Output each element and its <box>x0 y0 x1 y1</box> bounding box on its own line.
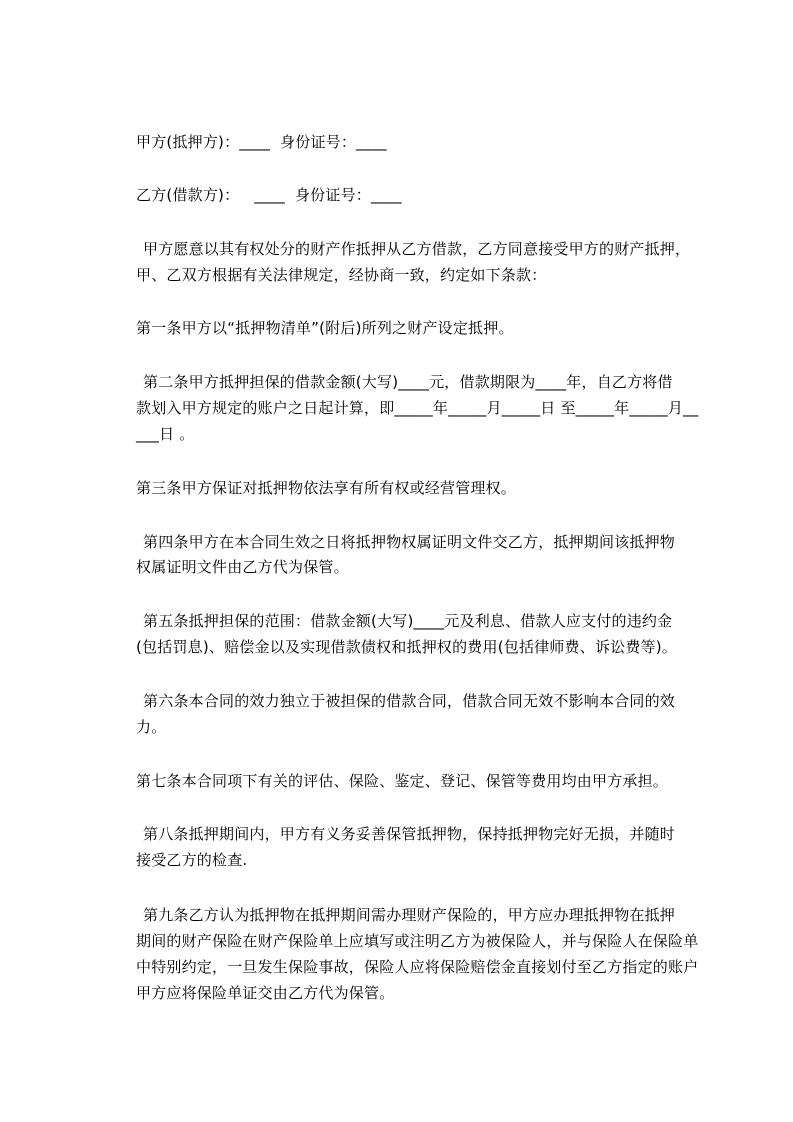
article-7-line: 第七条本合同项下有关的评估、保险、鉴定、登记、保管等费用均由甲方承担。 <box>136 772 669 790</box>
article-2-line: 款划入甲方规定的账户之日起计算，即_____年_____月_____日 至_____年_____月__ <box>136 399 699 417</box>
article-2-line: ___日 。 <box>136 425 195 443</box>
article-4-line: 第四条甲方在本合同生效之日将抵押物权属证明文件交乙方，抵押期间该抵押物 <box>143 533 676 551</box>
article-9-line: 中特别约定，一旦发生保险事故，保险人应将保险赔偿金直接划付至乙方指定的账户 <box>136 958 699 976</box>
preamble-line: 甲、乙双方根据有关法律规定，经协商一致，约定如下条款： <box>136 266 547 284</box>
article-3-line: 第三条甲方保证对抵押物依法享有所有权或经营管理权。 <box>136 479 517 497</box>
article-9-line: 甲方应将保险单证交由乙方代为保管。 <box>136 984 395 1002</box>
article-8-line: 接受乙方的检查. <box>136 851 248 869</box>
article-1-line: 第一条甲方以“抵押物清单”(附后)所列之财产设定抵押。 <box>136 319 514 337</box>
article-9-line: 期间的财产保险在财产保险单上应填写或注明乙方为被保险人，并与保险人在保险单 <box>136 932 699 950</box>
preamble-line: 甲方愿意以其有权处分的财产作抵押从乙方借款，乙方同意接受甲方的财产抵押， <box>143 240 691 258</box>
party-a-line: 甲方(抵押方)：____ 身份证号：____ <box>136 133 387 151</box>
article-8-line: 第八条抵押期间内，甲方有义务妥善保管抵押物，保持抵押物完好无损，并随时 <box>143 825 676 843</box>
article-5-line: (包括罚息)、赔偿金以及实现借款债权和抵押权的费用(包括律师费、诉讼费等)。 <box>136 638 678 656</box>
article-4-line: 权属证明文件由乙方代为保管。 <box>136 558 349 576</box>
party-b-line: 乙方(借款方)： ____ 身份证号：____ <box>136 186 402 204</box>
article-5-line: 第五条抵押担保的范围：借款金额(大写)____元及利息、借款人应支付的违约金 <box>143 612 673 630</box>
article-6-line: 力。 <box>136 718 167 736</box>
article-9-line: 第九条乙方认为抵押物在抵押期间需办理财产保险的，甲方应办理抵押物在抵押 <box>143 906 676 924</box>
article-2-line: 第二条甲方抵押担保的借款金额(大写)____元，借款期限为____年，自乙方将借 <box>143 373 673 391</box>
article-6-line: 第六条本合同的效力独立于被担保的借款合同，借款合同无效不影响本合同的效 <box>143 692 676 710</box>
